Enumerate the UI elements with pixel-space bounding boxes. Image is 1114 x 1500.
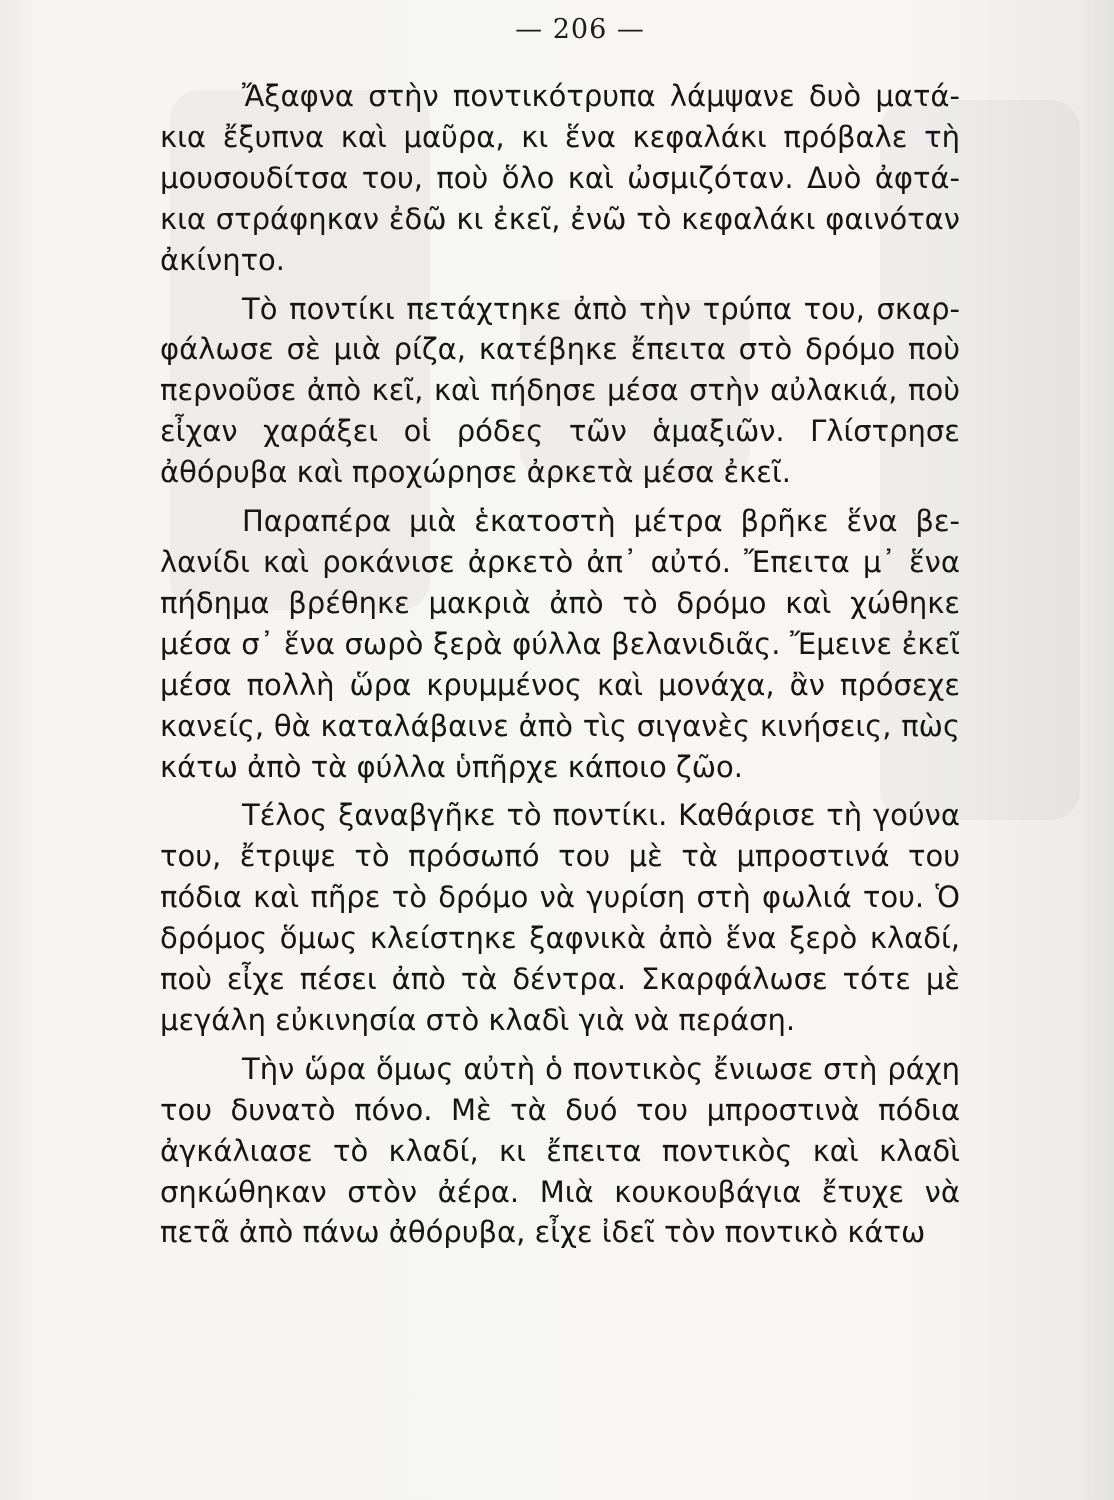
- paragraph: Τὸ ποντίκι πετάχτηκε ἀπὸ τὴν τρύπα του, σκαρφάλωσε σὲ μιὰ ρίζα, κατέβηκε ἔπειτα στὸ δρόμο ποὺ περνοῦσε ἀπὸ κεῖ, καὶ πήδησε μέσα στὴν αὐλακιά, ποὺ εἶχαν χαράξει οἱ ρόδες τῶν ἁμαξιῶν. Γλίστρησε ἀθόρυβα καὶ προχώρησε ἀρκετὰ μέσα ἐκεῖ.: [160, 291, 960, 490]
- paragraph: Ἄξαφνα στὴν ποντικότρυπα λάμψανε δυὸ ματάκια ἔξυπνα καὶ μαῦρα, κι ἕνα κεφαλάκι πρόβαλε τὴ μουσουδίτσα του, ποὺ ὅλο καὶ ὠσμιζόταν. Δυὸ ἀφτάκια στράφηκαν ἐδῶ κι ἐκεῖ, ἐνῶ τὸ κεφαλάκι φαινόταν ἀκίνητο.: [160, 79, 960, 277]
- page-number: — 206 —: [515, 14, 645, 45]
- body-text: [160, 76, 960, 1253]
- paragraph: Τὴν ὥρα ὅμως αὐτὴ ὁ ποντικὸς ἔνιωσε στὴ ράχη του δυνατὸ πόνο. Μὲ τὰ δυό του μπροστινὰ πόδια ἀγκάλιασε τὸ κλαδί, κι ἔπειτα ποντικὸς καὶ κλαδὶ σηκώθηκαν στὸν ἀέρα. Μιὰ κουκουβάγια ἔτυχε νὰ πετᾶ ἀπὸ πάνω ἀθόρυβα, εἶχε ἰδεῖ τὸν ποντικὸ κάτω: [160, 1051, 960, 1250]
- paragraph: Παραπέρα μιὰ ἑκατοστὴ μέτρα βρῆκε ἕνα βελανίδι καὶ ροκάνισε ἀρκετὸ ἀπ᾿ αὐτό. Ἔπειτα μ᾿ ἕνα πήδημα βρέθηκε μακριὰ ἀπὸ τὸ δρόμο καὶ χώθηκε μέσα σ᾿ ἕνα σωρὸ ξερὰ φύλλα βελανιδιᾶς. Ἔμεινε ἐκεῖ μέσα πολλὴ ὥρα κρυμμένος καὶ μονάχα, ἂν πρόσεχε κανείς, θὰ καταλάβαινε ἀπὸ τὶς σιγανὲς κινήσεις, πὼς κάτω ἀπὸ τὰ φύλλα ὑπῆρχε κάποιο ζῶο.: [160, 504, 960, 784]
- paragraph: Τέλος ξαναβγῆκε τὸ ποντίκι. Καθάρισε τὴ γούνα του, ἔτριψε τὸ πρόσωπό του μὲ τὰ μπροστινά του πόδια καὶ πῆρε τὸ δρόμο νὰ γυρίση στὴ φωλιά του. Ὁ δρόμος ὅμως κλείστηκε ξαφνικὰ ἀπὸ ἕνα ξερὸ κλαδί, ποὺ εἶχε πέσει ἀπὸ τὰ δέντρα. Σκαρφάλωσε τότε μὲ μεγάλη εὐκινησία στὸ κλαδὶ γιὰ νὰ περάση.: [160, 798, 960, 1037]
